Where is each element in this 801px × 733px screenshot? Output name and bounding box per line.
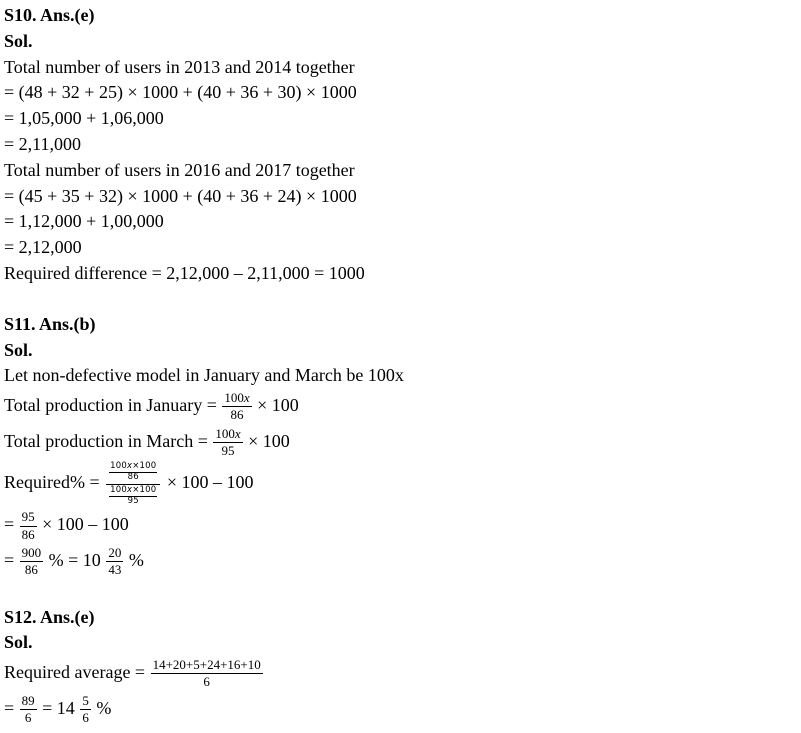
solution-line: [4, 656, 795, 692]
sol-heading: Sol.: [4, 30, 33, 51]
text-run: % = 10: [44, 549, 106, 570]
fraction: [213, 427, 242, 459]
fraction-numerator: 100x×100: [110, 484, 157, 495]
solution-line: [4, 184, 795, 210]
text-run: Required% =: [4, 472, 105, 493]
solution-line: [4, 425, 795, 461]
solution-line: [4, 158, 795, 184]
text-run: × 100: [243, 430, 290, 451]
text-run: %: [91, 697, 112, 718]
fraction: [20, 510, 37, 542]
fraction-numerator: 900: [20, 546, 44, 562]
fraction-denominator: 86: [230, 407, 244, 423]
text-run: =: [4, 697, 19, 718]
solution-line: [4, 544, 795, 580]
fraction-numerator: 14+20+5+24+16+10: [151, 658, 263, 674]
text-run: %: [124, 549, 144, 570]
fraction-numerator: 20: [106, 546, 123, 562]
fraction: [20, 694, 37, 726]
fraction-numerator: 95: [20, 510, 37, 526]
text-run: =: [4, 549, 19, 570]
fraction: [20, 546, 44, 578]
complex-fraction-denominator: [106, 485, 160, 507]
fraction-numerator: 100x×100: [110, 461, 157, 472]
fraction-denominator: 86: [127, 472, 139, 483]
answer-heading: S11. Ans.(b): [4, 313, 96, 334]
fraction-denominator: 95: [221, 443, 235, 459]
fraction: [222, 391, 251, 423]
fraction-numerator: 100x: [222, 391, 251, 407]
solution-section: [4, 605, 795, 728]
text-run: × 100 – 100: [162, 472, 254, 493]
fraction-numerator: 89: [20, 694, 37, 710]
sol-heading: Sol.: [4, 632, 33, 653]
solution-line: [4, 460, 795, 508]
text-run: × 100: [252, 395, 299, 416]
text-run: = 14: [37, 697, 80, 718]
text-run: = (48 + 32 + 25) × 1000 + (40 + 36 + 30) × 1000: [4, 82, 357, 103]
sol-heading: Sol.: [4, 339, 33, 360]
fraction-denominator: 86: [21, 526, 35, 542]
nested-fraction: [109, 462, 157, 483]
fraction-denominator: 43: [108, 562, 122, 578]
complex-fraction-numerator: [106, 462, 160, 485]
answer-heading: S10. Ans.(e): [4, 5, 95, 25]
fraction-numerator: 5: [80, 694, 91, 710]
complex-fraction: [106, 462, 160, 506]
solution-line: [4, 692, 795, 728]
text-run: Total production in March =: [4, 430, 213, 451]
text-run: = 1,05,000 + 1,06,000: [4, 108, 164, 129]
solution-line: [4, 55, 795, 81]
text-run: = 1,12,000 + 1,00,000: [4, 211, 164, 232]
text-run: × 100 – 100: [37, 514, 129, 535]
solution-line: [4, 209, 795, 235]
fraction: [106, 546, 123, 578]
solution-line: [4, 106, 795, 132]
solution-section: [4, 312, 795, 580]
text-run: Total number of users in 2013 and 2014 together: [4, 56, 355, 77]
nested-fraction: [109, 486, 157, 507]
solution-line: [4, 389, 795, 425]
solution-line: [4, 508, 795, 544]
solution-line: [4, 235, 795, 261]
fraction-denominator: 86: [24, 562, 38, 578]
solution-line: [4, 363, 795, 389]
fraction: [151, 658, 263, 690]
text-run: Total number of users in 2016 and 2017 together: [4, 159, 355, 180]
text-run: Total production in January =: [4, 395, 222, 416]
text-run: Required difference = 2,12,000 – 2,11,000 = 1000: [4, 262, 365, 283]
text-run: Let non-defective model in January and March be 100x: [4, 365, 404, 386]
solution-section: [4, 3, 795, 287]
text-run: = (45 + 35 + 32) × 1000 + (40 + 36 + 24) × 1000: [4, 185, 357, 206]
text-run: Required average =: [4, 662, 150, 683]
text-run: = 2,12,000: [4, 237, 82, 258]
text-run: = 2,11,000: [4, 133, 81, 154]
text-run: =: [4, 514, 19, 535]
fraction: [80, 694, 91, 726]
solution-line: [4, 132, 795, 158]
fraction-denominator: 6: [203, 674, 210, 690]
solution-line: [4, 80, 795, 106]
fraction-denominator: 95: [127, 495, 139, 506]
fraction-denominator: 6: [24, 710, 32, 726]
fraction-numerator: 100x: [213, 427, 242, 443]
fraction-denominator: 6: [82, 710, 89, 726]
solution-line: [4, 261, 795, 287]
answer-heading: S12. Ans.(e): [4, 606, 95, 627]
